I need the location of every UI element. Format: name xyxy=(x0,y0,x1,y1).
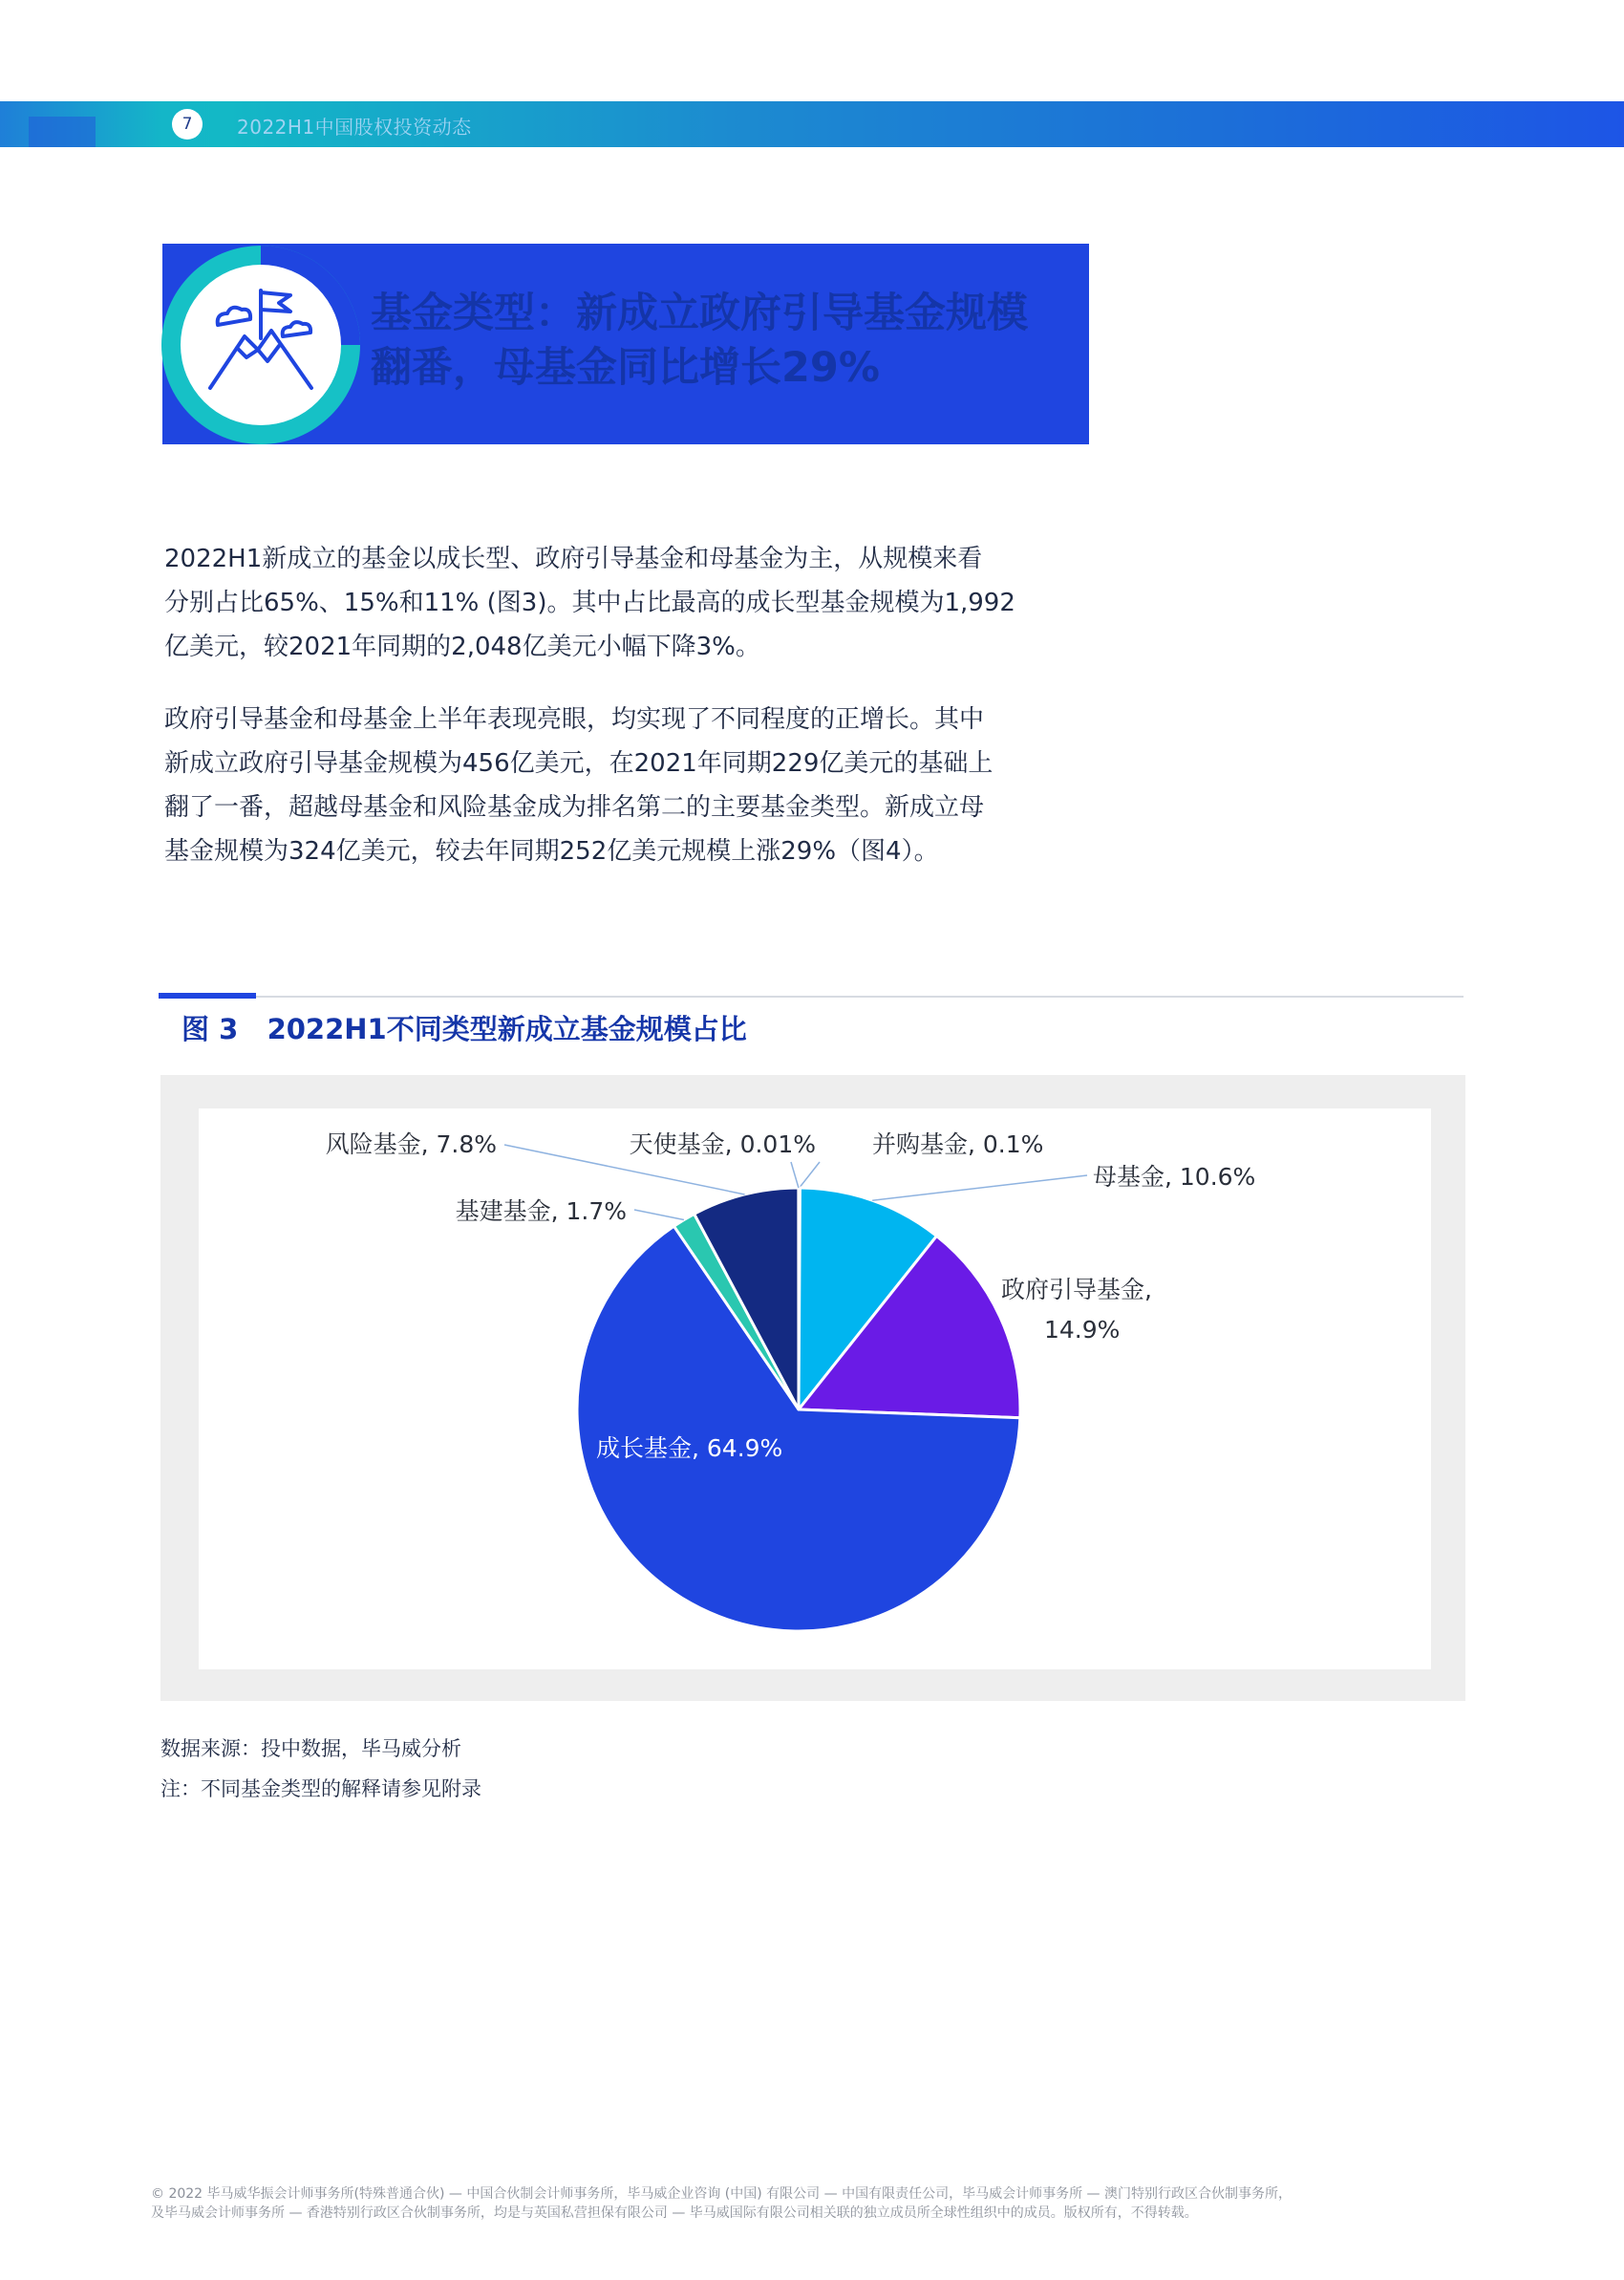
figure-title-text: 2022H1不同类型新成立基金规模占比 xyxy=(267,1013,747,1045)
page-number: 7 xyxy=(172,109,203,140)
data-label-成长基金: 成长基金, 64.9% xyxy=(596,1434,783,1462)
summit-flag-icon xyxy=(159,243,363,447)
data-label-value-政府引导基金: 14.9% xyxy=(1044,1316,1121,1344)
figure-title xyxy=(182,1008,747,1047)
figure-rule xyxy=(159,996,1464,998)
paragraph-1-line: 分别占比65%、15%和11% (图3)。其中占比最高的成长型基金规模为1,992 xyxy=(164,589,1015,617)
data-label-天使基金: 天使基金, 0.01% xyxy=(629,1130,816,1158)
copyright-footer xyxy=(151,2184,1488,2223)
source-note: 数据来源：投中数据，毕马威分析 xyxy=(160,1737,461,1760)
running-header-title: 2022H1中国股权投资动态 xyxy=(237,116,472,139)
pie-chart xyxy=(199,1108,1431,1669)
section-title-line-1: 基金类型：新成立政府引导基金规模 xyxy=(371,290,1028,337)
paragraph-2-line: 政府引导基金和母基金上半年表现亮眼，均实现了不同程度的正增长。其中 xyxy=(164,705,985,734)
paragraph-2-line: 基金规模为324亿美元，较去年同期252亿美元规模上涨29%（图4）。 xyxy=(164,837,939,866)
copyright-line-1: © 2022 毕马威华振会计师事务所(特殊普通合伙) — 中国合伙制会计师事务所，毕马威企业咨询 (中国) 有限公司 — 中国有限责任公司，毕马威会计师事务所 — 澳门特别行政区合伙制事务所， xyxy=(151,2186,1292,2202)
copyright-line-2: 及毕马威会计师事务所 — 香港特别行政区合伙制事务所，均是与英国私营担保有限公司 — 毕马威国际有限公司相关联的独立成员所全球性组织中的成员。版权所有，不得转载。 xyxy=(151,2205,1198,2221)
leader-line-母基金 xyxy=(872,1175,1087,1200)
header-accent xyxy=(29,117,96,147)
leader-line-基建基金 xyxy=(634,1210,684,1219)
data-label-政府引导基金: 政府引导基金, xyxy=(1001,1276,1152,1303)
data-label-并购基金: 并购基金, 0.1% xyxy=(872,1130,1044,1158)
data-label-母基金: 母基金, 10.6% xyxy=(1093,1163,1256,1191)
paragraph-2 xyxy=(164,698,1110,873)
paragraph-2-line: 新成立政府引导基金规模为456亿美元，在2021年同期229亿美元的基础上 xyxy=(164,749,994,778)
leader-line-并购基金 xyxy=(800,1162,820,1188)
paragraph-1-line: 2022H1新成立的基金以成长型、政府引导基金和母基金为主，从规模来看 xyxy=(164,545,983,573)
data-label-风险基金: 风险基金, 7.8% xyxy=(325,1130,497,1158)
leader-line-天使基金 xyxy=(791,1162,799,1188)
figure-rule-accent xyxy=(159,993,256,999)
footnote: 注：不同基金类型的解释请参见附录 xyxy=(160,1777,481,1800)
section-title xyxy=(371,287,1078,396)
paragraph-1 xyxy=(164,537,1110,669)
paragraph-1-line: 亿美元，较2021年同期的2,048亿美元小幅下降3%。 xyxy=(164,633,760,661)
section-title-line-2: 翻番，母基金同比增长29% xyxy=(371,344,880,392)
data-label-基建基金: 基建基金, 1.7% xyxy=(455,1197,627,1225)
paragraph-2-line: 翻了一番，超越母基金和风险基金成为排名第二的主要基金类型。新成立母 xyxy=(164,793,985,822)
figure-label: 图 3 xyxy=(182,1013,239,1045)
